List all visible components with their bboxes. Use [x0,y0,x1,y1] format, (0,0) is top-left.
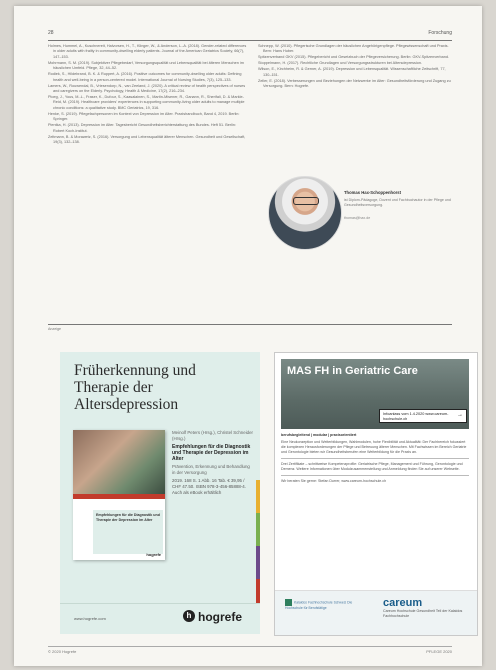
ad-body-modules: Drei Zertifikate – schrittweise Kompetenzprofile: Geriatrische Pflege, Management und Führung, Gerontologie und Demenz. Weitere Informationen über Modulzusammenstellung und Anmeldung finden Sie auf unserer Webseite. [281,462,463,471]
careum-sub: Careum Hochschule Gesundheit Teil der Kalaidos Fachhochschule [383,609,463,618]
careum-logo [383,597,473,618]
ad-hero-image [281,359,469,429]
kalaidos-mark-icon [285,599,292,606]
footer-line [48,646,452,647]
reference-item: Wilson, E., Kirchheim, R. & Gerner, A. (2019). Depression und Lebensqualität. Wissenschaftliche Zeitschrift, 77, 130–151. [258,67,446,77]
page-number: 28 [48,30,54,36]
hogrefe-mark-icon: h [183,610,195,622]
reference-item: Holmes, Hummel, A., Kuschnereit, Halvorsen, H., T., Klinger, W., & Anderson, L.-A. (2018). Gender-related differences in older adults with frailty in community-dwelling elderly patients. Journal of the American Geriatrics Society, 66(7), 147–153. [48,44,247,59]
book-subtitle: Prävention, Erkennung und Behandlung in der Versorgung [172,464,250,475]
ad-url[interactable]: www.hogrefe.com [74,616,106,621]
author-avatar [268,176,342,250]
ad-body-separator [281,475,469,476]
book-price: 2019. 168 S. 1 Abb. 16 Tab. € 39,95 / CHF 47.50. ISBN 978-3-456-85888-4. Auch als eBook erhältlich [172,478,246,495]
ad-body-separator [281,458,469,459]
ad-body-intro: Eine Neukonzeption und Weiterbildungen, Wahlmodulen, hohe Flexibilität und Aktualität: Der Fachbereich fokussiert die komplexen Herausforderungen der Pflege und Betreuung älterer Menschen. Mit Fachwissen im Bereich Geriatrie und Gerontologie bieten wir Gesundheitsberufen eine Weiterbildung für die Praxis an. [281,440,467,454]
page-header [48,28,452,41]
reference-item: Zeltmann, B. & Morawetz, S. (2016). Versorgung und Lebensqualität älterer Menschen. Gesundheit und Gesellschaft, 19(3), 132–138. [48,134,246,145]
author-box [258,176,458,256]
reference-item: Pientka, H. (2013). Depression im Alter. Tagesbericht Gesundheitsberichterstattung des Bundes. Heft 51. Berlin: Robert Koch-Institut. [48,123,236,133]
book-details [172,430,254,495]
references-right [258,44,454,90]
references-left [48,44,248,146]
reference-item: Stoppelmann, H. (2017). Rechtliche Grundlagen und Versorgungsstrukturen bei Altersdepression. [258,61,422,66]
ad-logos [275,590,477,635]
glasses-icon [293,197,319,205]
reference-item: Mohrmann, S. M. (2019). Subjektiver Pflegebedarf, Versorgungsqualität und Lebensqualität bei älteren Menschen im häuslichen Umfeld. Pflege, 32, 44–52. [48,60,244,71]
cover-bar [73,494,165,499]
reference-item: Schnepp, W. (2010). Pflegerische Grundlagen der häuslichen Angehörigenpflege. Pflegewissenschaft und Praxis. Bern: Hans Huber. [258,44,449,54]
reference-item: Lamers, W., Rouwendal, B., Vriesendorp, N., van Zeeland, J. (2020). A critical review of health perspectives of nurses and caregivers on the Elderly. Psychology, Health & Medicine, 17(2), 216–234. [48,83,246,94]
book-title: Empfehlungen für die Diagnostik und Therapie der Depression im Alter [172,444,251,463]
reference-item: Rodiek, S., Hildebrand, B. K. & Ruppert, A. (2016). Positive outcomes for community-dwelling older adults: Defining health and well-being in a person-centered model. International Journal of Nursing Studies, 7(3), 125–133. [48,72,242,82]
cover-inner [93,510,163,554]
footer-left: © 2020 Hogrefe [48,649,77,654]
cover-logo: hogrefe [146,552,161,557]
color-stripe [256,480,260,612]
hero-title: MAS FH in Geriatric Care [287,365,418,377]
section-label: Forschung [428,30,452,36]
book-authors: Meinolf Peters (Hrsg.), Christel Schneider (Hrsg.) [172,430,254,441]
ad-body-contact: Wir beraten Sie gerne: Stefan Durrer, www.careum-hochschule.ch [281,479,387,483]
arrow-right-icon: → [457,412,463,418]
footer-right: PFLEGE 2020 [426,649,452,654]
careum-advertisement[interactable] [274,352,478,636]
author-email[interactable]: thomas@hax.de [344,216,371,220]
journal-page [14,6,482,666]
ad-body-head: berufsbegleitend | modular | praxisorientiert [281,433,357,437]
ad-divider [48,324,452,325]
ad-footer [60,603,260,634]
ad-headline: Früherkennung und Therapie der Altersdepression [74,362,196,413]
reference-item: Ploeg, J., Yous, M.-L., Fraser, K., Dufour, S., Kaasalainen, S., Martin-Misener, R., Ganann, R., Sherifali, D. & Markle-Reid, M. (2019). Healthcare providers' experiences in supporting community-living older adults to manage multiple chronic conditions: a qualitative study. BMC Geriatrics, 19, 316. [48,95,245,110]
hogrefe-advertisement[interactable] [60,352,260,634]
book-cover[interactable] [73,430,165,560]
cover-title: Empfehlungen für die Diagnostik und Therapie der Depression im Alter [96,513,160,522]
info-event-button[interactable] [379,409,467,423]
cta-label: Infoanlass vom 1.4.2020 www.careum-hochschule.ch [383,412,449,421]
ad-body [281,433,469,484]
reference-item: Zeller, E. (2018). Verbesserungen und Beziehungen der Netzwerke im Alter: Gesundheitsförderung und Zugang zu Versorgung. Bern: Hogrefe. [258,78,451,89]
kalaidos-logo: Kalaidos Fachhochschule Schweiz Die Hochschule für Berufstätige [285,600,353,610]
reference-item: Henke, S. (2019). Pflegefachpersonen im Kontext von Depression im Alter. Praxishandbuch, Band 4, 2019. Berlin: Springer. [48,111,240,122]
ad-label: Anzeige [48,327,61,331]
reference-item: Spitzenverband GKV (2015). Pflegebericht und Gesetzbuch der Pflegeversicherung. Berlin: GKV-Spitzenverband. [258,55,450,60]
careum-name: careum [383,597,423,609]
hogrefe-logo: h hogrefe [183,610,242,624]
author-name: Thomas Hax-Schoppenhorst [344,190,402,195]
author-role: ist Diplom-Pädagoge, Dozent und Fachbuchautor in der Pflege und Gesundheitsversorgung. [344,198,451,207]
cover-photo [73,430,165,494]
